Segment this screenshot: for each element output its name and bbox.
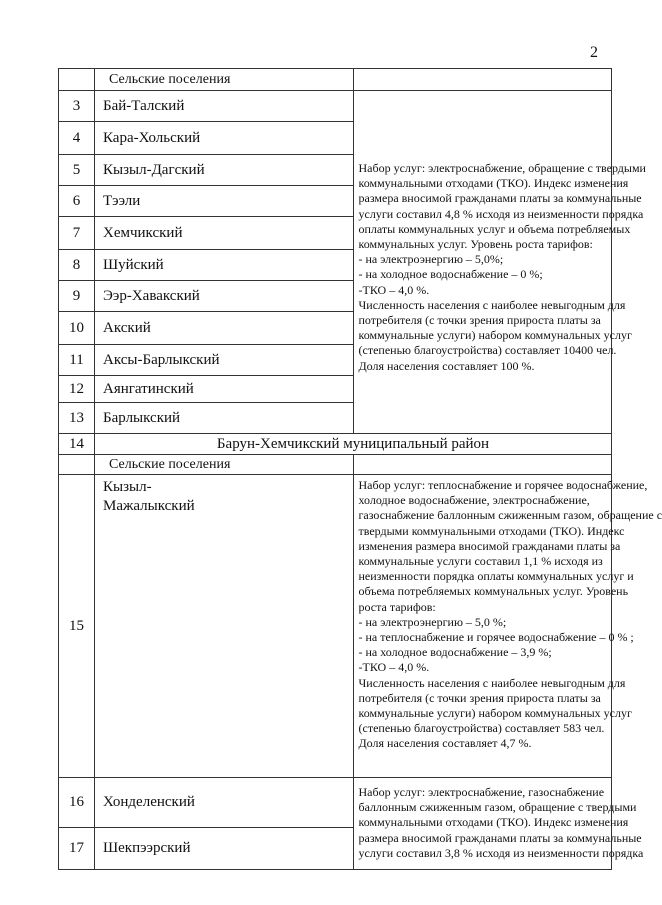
description-line: размера вносимой гражданами платы за коммунальные — [358, 191, 642, 206]
settlement-name-line: Мажалыкский — [103, 498, 195, 514]
description-line: коммунальные услуги) набором коммунальных услуг — [358, 328, 632, 343]
settlement-name: Хемчикский — [95, 217, 354, 250]
settlement-name — [95, 475, 354, 778]
description-line: -ТКО – 4,0 %. — [358, 660, 430, 675]
row-number: 11 — [59, 345, 95, 376]
description-line: оплаты коммунальных услуг и объема потребляемых — [358, 221, 631, 236]
district-title: Барун-Хемчикский муниципальный район — [95, 434, 612, 455]
empty-cell — [59, 455, 95, 475]
description-line: потребителя (с точки зрения прироста платы за — [358, 690, 601, 705]
description-line: коммунальными отходами (ТКО). Индекс изменения — [358, 176, 629, 191]
description-line: - на теплоснабжение и горячее водоснабжение – 0 % ; — [358, 630, 634, 645]
settlement-name: Кара-Хольский — [95, 122, 354, 155]
header-row — [59, 455, 612, 475]
description-line: размера вносимой гражданами платы за коммунальные — [358, 830, 642, 845]
settlement-name: Тээли — [95, 186, 354, 217]
settlement-name: Шекпээрский — [95, 828, 354, 870]
table-row — [59, 475, 612, 778]
description-line: Набор услуг: электроснабжение, обращение с твердыми — [358, 161, 646, 175]
settlement-name: Аянгатинский — [95, 376, 354, 403]
description-line: услуги составил 3,8 % исходя из неизменности порядка — [358, 845, 644, 860]
description-line: услуги составил 4,8 % исходя из неизменности порядка — [358, 206, 644, 221]
description-line: холодное водоснабжение, электроснабжение, — [358, 493, 590, 508]
empty-cell — [353, 455, 612, 475]
settlement-name: Аксы-Барлыкский — [95, 345, 354, 376]
row-number: 13 — [59, 403, 95, 434]
description-line: потребителя (с точки зрения прироста платы за — [358, 313, 601, 328]
settlement-name: Хонделенский — [95, 778, 354, 828]
table-row — [59, 778, 612, 828]
table-row — [59, 91, 612, 122]
settlement-name-line: Кызыл- — [103, 479, 152, 495]
row-number: 12 — [59, 376, 95, 403]
description-line: - на электроэнергию – 5,0 %; — [358, 614, 507, 629]
description-line: Набор услуг: электроснабжение, газоснабжение — [358, 785, 605, 799]
description-line: Численность населения с наиболее невыгодным для — [358, 675, 626, 690]
page-number: 2 — [590, 44, 598, 61]
column-header-settlements: Сельские поселения — [95, 455, 354, 475]
description-line: твердыми коммунальными отходами (ТКО). Индекс — [358, 523, 625, 538]
description-line: объема потребляемых коммунальных услуг. Уровень — [358, 584, 629, 599]
service-description — [353, 778, 644, 870]
row-number: 10 — [59, 312, 95, 345]
tariff-table — [58, 68, 662, 870]
description-line: коммунальных услуг. Уровень роста тарифов: — [358, 237, 593, 252]
description-line: (степенью благоустройства) составляет 10400 чел. — [358, 343, 617, 358]
description-line: роста тарифов: — [358, 599, 436, 614]
row-number: 3 — [59, 91, 95, 122]
description-line: Доля населения составляет 100 %. — [358, 358, 535, 373]
row-number: 4 — [59, 122, 95, 155]
settlement-name: Барлыкский — [95, 403, 354, 434]
settlement-name: Ээр-Хавакский — [95, 281, 354, 312]
row-number: 14 — [59, 434, 95, 455]
row-number: 15 — [59, 475, 95, 778]
column-header-settlements: Сельские поселения — [95, 69, 354, 91]
empty-cell — [353, 69, 612, 91]
settlement-name: Акский — [95, 312, 354, 345]
description-line: - на холодное водоснабжение – 0 %; — [358, 267, 543, 282]
row-number: 5 — [59, 155, 95, 186]
description-line: Доля населения составляет 4,7 %. — [358, 736, 532, 751]
description-line: баллонным сжиженным газом, обращение с твердыми — [358, 800, 637, 815]
settlement-name: Шуйский — [95, 250, 354, 281]
description-line: неизменности порядка оплаты коммунальных услуг и — [358, 569, 634, 584]
row-number: 16 — [59, 778, 95, 828]
row-number: 8 — [59, 250, 95, 281]
description-line: коммунальные услуги составил 1,1 % исходя из — [358, 554, 603, 569]
description-line: коммунальными отходами (ТКО). Индекс изменения — [358, 815, 629, 830]
description-line: - на электроэнергию – 5,0%; — [358, 252, 504, 267]
service-description — [353, 475, 662, 778]
row-number: 9 — [59, 281, 95, 312]
settlement-name: Кызыл-Дагский — [95, 155, 354, 186]
district-row — [59, 434, 612, 455]
description-line: изменения размера вносимой гражданами платы за — [358, 538, 621, 553]
description-line: коммунальные услуги) набором коммунальных услуг — [358, 706, 632, 721]
row-number: 7 — [59, 217, 95, 250]
description-line: -ТКО – 4,0 %. — [358, 282, 430, 297]
header-row — [59, 69, 612, 91]
service-description — [353, 91, 646, 434]
description-line: Набор услуг: теплоснабжение и горячее водоснабжение, — [358, 478, 648, 492]
row-number: 6 — [59, 186, 95, 217]
row-number: 17 — [59, 828, 95, 870]
description-line: - на холодное водоснабжение – 3,9 %; — [358, 645, 552, 660]
description-line: Численность населения с наиболее невыгодным для — [358, 297, 626, 312]
empty-cell — [59, 69, 95, 91]
description-line: газоснабжение баллонным сжиженным газом, обращение с — [358, 508, 662, 523]
description-line: (степенью благоустройства) составляет 583 чел. — [358, 721, 605, 736]
settlement-name: Бай-Талский — [95, 91, 354, 122]
